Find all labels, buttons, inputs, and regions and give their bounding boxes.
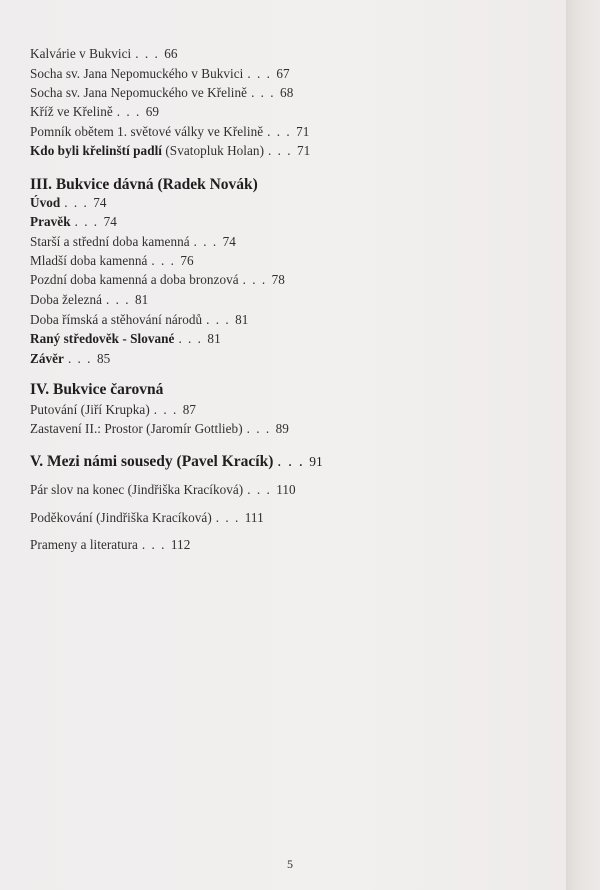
- toc-entry-page: 85: [96, 351, 111, 366]
- toc-entry-title-author: (Svatopluk Holan): [162, 143, 265, 158]
- toc-entry-title: Pár slov na konec (Jindřiška Kracíková): [30, 482, 244, 497]
- toc-leader-dots: . . .: [246, 421, 271, 436]
- toc-entry-title: Starší a střední doba kamenná: [30, 234, 190, 249]
- toc-entry[interactable]: [30, 46, 178, 62]
- toc-entry-title: Kalvárie v Bukvici: [30, 46, 132, 61]
- toc-entry-title: Pozdní doba kamenná a doba bronzová: [30, 272, 239, 287]
- toc-entry-page: 74: [222, 234, 236, 249]
- toc-entry-page: 111: [244, 510, 264, 525]
- toc-entry[interactable]: [30, 510, 264, 526]
- toc-leader-dots: . . .: [64, 195, 89, 210]
- toc-leader-dots: . . .: [251, 85, 276, 100]
- page-number: 5: [287, 857, 293, 871]
- section-heading-5[interactable]: [30, 453, 323, 471]
- toc-leader-dots: . . .: [141, 537, 166, 552]
- toc-entry-page: 74: [103, 214, 117, 229]
- toc-entry[interactable]: [30, 66, 290, 82]
- section-heading-4[interactable]: IV. Bukvice čarovná: [30, 381, 164, 398]
- toc-entry-title: Putování (Jiří Krupka): [30, 402, 150, 417]
- toc-leader-dots: . . .: [74, 214, 99, 229]
- toc-leader-dots: . . .: [206, 312, 231, 327]
- toc-entry-title: Doba železná: [30, 292, 102, 307]
- toc-entry[interactable]: [30, 253, 194, 269]
- toc-entry[interactable]: [30, 85, 293, 101]
- toc-leader-dots: . . .: [242, 272, 267, 287]
- toc-entry-title: Pomník obětem 1. světové války ve Křelině: [30, 124, 264, 139]
- section-heading-5-title: V. Mezi námi sousedy (Pavel Kracík): [30, 453, 274, 470]
- toc-entry-page: 87: [182, 402, 197, 417]
- toc-entry-page: 110: [276, 482, 296, 497]
- toc-entry[interactable]: [30, 482, 296, 498]
- toc-entry-page: 69: [145, 104, 160, 119]
- toc-leader-dots: . . .: [247, 482, 272, 497]
- toc-leader-dots: . . .: [267, 124, 292, 139]
- toc-entry-page: 68: [280, 85, 294, 100]
- toc-entry-page: 74: [93, 195, 107, 210]
- toc-leader-dots: . . .: [153, 402, 178, 417]
- toc-leader-dots: . . .: [106, 292, 130, 307]
- toc-entry-page: 81: [134, 292, 149, 307]
- toc-entry-page: 66: [164, 46, 178, 61]
- toc-leader-dots: . . .: [247, 66, 272, 81]
- toc-entry-title: Zastavení II.: Prostor (Jaromír Gottlieb): [30, 421, 243, 436]
- toc-entry[interactable]: [30, 331, 221, 347]
- toc-entry[interactable]: [30, 124, 309, 140]
- toc-entry-title: Socha sv. Jana Nepomuckého v Bukvici: [30, 66, 244, 81]
- toc-entry-title-bold: Kdo byli křelinští padlí: [30, 143, 163, 158]
- toc-entry-title: Kříž ve Křelině: [30, 104, 113, 119]
- page-edge: [566, 0, 600, 890]
- toc-entry[interactable]: [30, 195, 107, 211]
- toc-entry-title: Závěr: [30, 351, 64, 366]
- toc-leader-dots: . . .: [135, 46, 160, 61]
- toc-entry-page: 91: [309, 454, 323, 469]
- toc-entry[interactable]: [30, 312, 248, 328]
- toc-entry-title: Socha sv. Jana Nepomuckého ve Křelině: [30, 85, 248, 100]
- toc-leader-dots: . . .: [277, 453, 305, 470]
- toc-entry-title: Doba římská a stěhování národů: [30, 312, 203, 327]
- toc-entry[interactable]: [30, 537, 190, 553]
- toc-entry-page: 78: [271, 272, 285, 287]
- toc-leader-dots: . . .: [193, 234, 218, 249]
- toc-entry[interactable]: [30, 143, 310, 159]
- toc-entry-title: Mladší doba kamenná: [30, 253, 148, 268]
- toc-entry-page: 76: [180, 253, 194, 268]
- toc-entry-page: 71: [297, 143, 311, 158]
- toc-entry-page: 71: [296, 124, 310, 139]
- toc-entry[interactable]: [30, 214, 117, 230]
- toc-entry-page: 81: [235, 312, 249, 327]
- toc-entry-title: Raný středověk - Slované: [30, 331, 175, 346]
- toc-entry-title: Poděkování (Jindřiška Kracíková): [30, 510, 212, 525]
- toc-entry[interactable]: [30, 292, 148, 308]
- section-heading-3[interactable]: III. Bukvice dávná (Radek Novák): [30, 176, 258, 193]
- toc-entry-page: 67: [276, 66, 290, 81]
- toc-entry[interactable]: [30, 234, 236, 250]
- toc-leader-dots: . . .: [151, 253, 176, 268]
- toc-entry[interactable]: [30, 421, 289, 437]
- toc-entry-title: Úvod: [30, 195, 61, 210]
- toc-entry-title: Prameny a literatura: [30, 537, 138, 552]
- toc-entry-title: Pravěk: [30, 214, 71, 229]
- toc-entry-page: 112: [170, 537, 191, 552]
- toc-entry[interactable]: [30, 104, 159, 120]
- toc-leader-dots: . . .: [268, 143, 292, 158]
- toc-leader-dots: . . .: [67, 351, 92, 366]
- toc-leader-dots: . . .: [215, 510, 240, 525]
- toc-entry-page: 89: [275, 421, 289, 436]
- toc-entry[interactable]: [30, 402, 196, 418]
- toc-entry[interactable]: [30, 351, 110, 367]
- toc-leader-dots: . . .: [116, 104, 141, 119]
- toc-entry-page: 81: [207, 331, 221, 346]
- toc-entry[interactable]: [30, 272, 285, 288]
- toc-leader-dots: . . .: [178, 331, 203, 346]
